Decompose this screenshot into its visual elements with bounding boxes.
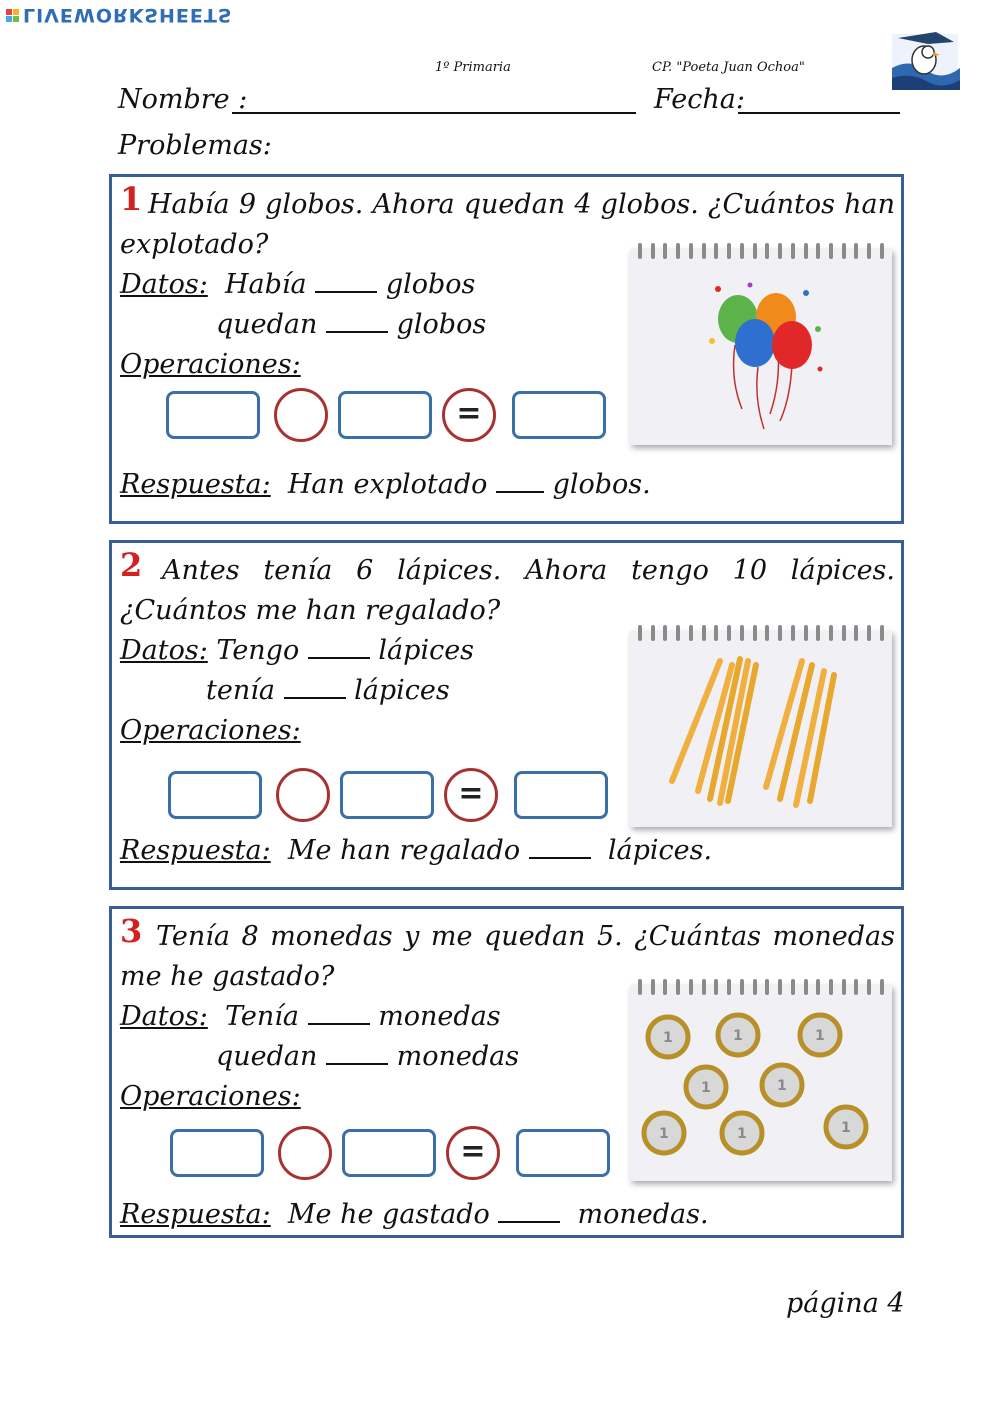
problem-3-operaciones-label: Operaciones: <box>120 1081 301 1112</box>
result-box[interactable] <box>514 771 608 819</box>
equals-circle: = <box>446 1126 500 1180</box>
datos-blank[interactable] <box>308 1022 370 1025</box>
problem-3-question: 3 Tenía 8 monedas y me quedan 5. ¿Cuántas monedas me he gastado? <box>120 912 895 992</box>
problem-1-panel <box>109 174 904 524</box>
cubes-icon <box>6 9 19 22</box>
operand-box-2[interactable] <box>338 391 432 439</box>
coins-picture <box>630 985 892 1181</box>
svg-text:1: 1 <box>733 1028 743 1044</box>
problem-2-panel <box>109 540 904 890</box>
balloons-icon <box>630 249 892 445</box>
problem-2-datos-2: tenía lápices <box>206 675 450 706</box>
svg-text:1: 1 <box>663 1030 673 1046</box>
problem-1-datos-2: quedan globos <box>216 309 487 340</box>
name-label: Nombre : <box>118 84 248 115</box>
datos-blank[interactable] <box>284 696 346 699</box>
problem-3-panel <box>109 906 904 1238</box>
problem-3-datos-2: quedan monedas <box>216 1041 520 1072</box>
svg-text:1: 1 <box>701 1080 711 1096</box>
datos-blank[interactable] <box>315 290 377 293</box>
problem-2-respuesta: Respuesta: Me han regalado lápices. <box>120 835 713 866</box>
name-field[interactable] <box>232 112 636 114</box>
operand-box-2[interactable] <box>342 1129 436 1177</box>
respuesta-blank[interactable] <box>529 856 591 859</box>
result-box[interactable] <box>512 391 606 439</box>
school-label: CP. "Poeta Juan Ochoa" <box>652 60 805 75</box>
spiral-binding <box>638 625 884 641</box>
problem-1-respuesta: Respuesta: Han explotado globos. <box>120 469 651 500</box>
pencils-icon <box>630 631 892 827</box>
date-label: Fecha: <box>654 84 745 115</box>
svg-text:1: 1 <box>777 1078 787 1094</box>
eagle-logo-icon <box>890 28 962 96</box>
operand-box-1[interactable] <box>168 771 262 819</box>
svg-text:1: 1 <box>841 1120 851 1136</box>
number-3-icon: 3 <box>120 912 143 950</box>
operand-box-1[interactable] <box>166 391 260 439</box>
problem-1-datos-1: Datos: Había globos <box>120 269 476 300</box>
respuesta-blank[interactable] <box>498 1220 560 1223</box>
svg-text:1: 1 <box>815 1028 825 1044</box>
svg-text:1: 1 <box>659 1126 669 1142</box>
number-2-icon: 2 <box>120 546 143 584</box>
respuesta-blank[interactable] <box>496 490 544 493</box>
brand-logo <box>6 4 233 26</box>
balloons-picture <box>630 249 892 445</box>
datos-blank[interactable] <box>308 656 370 659</box>
problem-2-question: 2 Antes tenía 6 lápices. Ahora tengo 10 lápices. ¿Cuántos me han regalado? <box>120 546 895 626</box>
datos-blank[interactable] <box>326 1062 388 1065</box>
grade-label: 1º Primaria <box>435 60 511 75</box>
result-box[interactable] <box>516 1129 610 1177</box>
coins-icon <box>630 985 892 1181</box>
spiral-binding <box>638 243 884 259</box>
operator-circle[interactable] <box>276 768 330 822</box>
page-number: página 4 <box>786 1288 905 1319</box>
problem-3-respuesta: Respuesta: Me he gastado monedas. <box>120 1199 709 1230</box>
school-logo <box>890 28 962 96</box>
problem-1-question: 1 Había 9 globos. Ahora quedan 4 globos. ¿Cuántos han explotado? <box>120 180 895 260</box>
svg-text:1: 1 <box>737 1126 747 1142</box>
operator-circle[interactable] <box>274 388 328 442</box>
section-title: Problemas: <box>118 130 272 161</box>
datos-blank[interactable] <box>326 330 388 333</box>
problem-3-datos-1: Datos: Tenía monedas <box>120 1001 501 1032</box>
pencils-picture <box>630 631 892 827</box>
date-field[interactable] <box>738 112 900 114</box>
equals-circle: = <box>444 768 498 822</box>
problem-2-datos-1: Datos: Tengo lápices <box>120 635 475 666</box>
equals-circle: = <box>442 388 496 442</box>
brand-text: LIVEWORKSHEETS <box>23 4 233 26</box>
operand-box-1[interactable] <box>170 1129 264 1177</box>
problem-1-operaciones-label: Operaciones: <box>120 349 301 380</box>
spiral-binding <box>638 979 884 995</box>
operator-circle[interactable] <box>278 1126 332 1180</box>
problem-2-operaciones-label: Operaciones: <box>120 715 301 746</box>
operand-box-2[interactable] <box>340 771 434 819</box>
number-1-icon: 1 <box>120 180 143 218</box>
